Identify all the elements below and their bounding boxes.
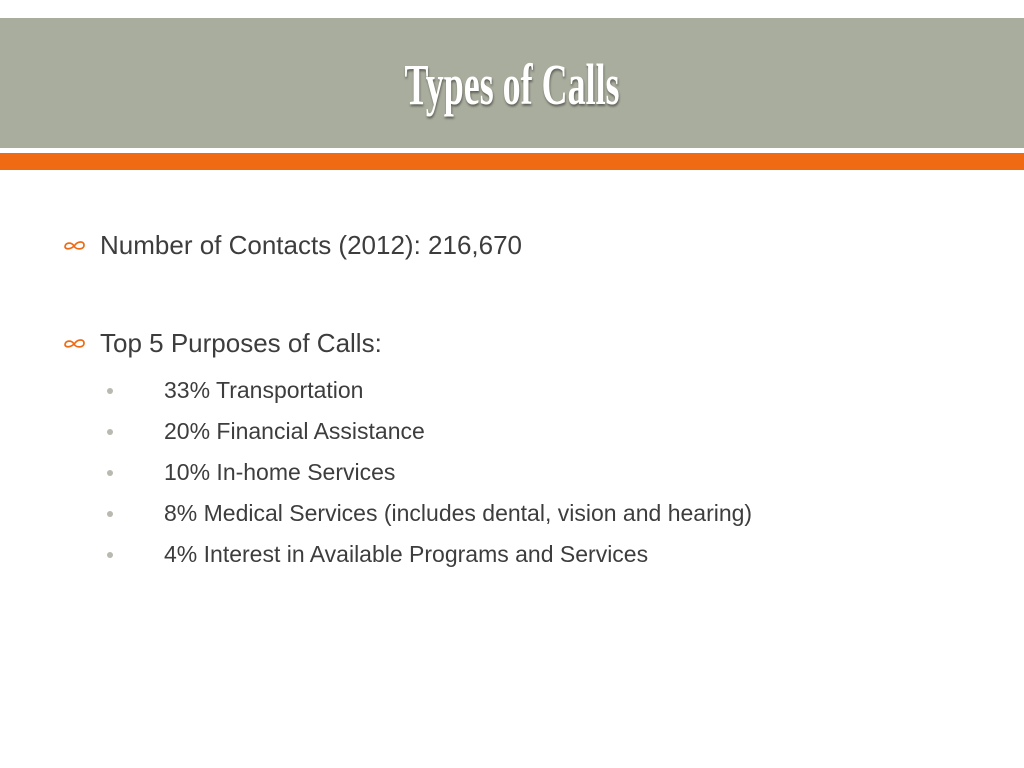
bullet-item-contacts [62,228,522,262]
bullet-dot-icon [107,388,113,394]
list-item-text: 20% Financial Assistance [164,418,425,444]
list-item [104,452,752,493]
list-item-text: 10% In-home Services [164,459,396,485]
bullet-dot-icon [107,552,113,558]
list-item [104,370,752,411]
list-item-text: 33% Transportation [164,377,364,403]
bullet-dot-icon [107,511,113,517]
list-item [104,534,752,575]
list-item-text: 8% Medical Services (includes dental, vision and hearing) [164,500,753,526]
list-item [104,411,752,452]
infinity-swirl-icon [62,333,88,353]
bullet-dot-icon [107,470,113,476]
list-item-text: 4% Interest in Available Programs and Services [164,541,649,567]
purposes-list [104,370,752,575]
infinity-swirl-icon [62,235,88,255]
slide-title: Types of Calls [404,52,620,117]
contacts-label: Number of Contacts (2012): 216,670 [100,229,523,260]
bullet-item-purposes [62,326,382,360]
list-item [104,493,752,534]
bullet-dot-icon [107,429,113,435]
purposes-label: Top 5 Purposes of Calls: [100,327,382,358]
